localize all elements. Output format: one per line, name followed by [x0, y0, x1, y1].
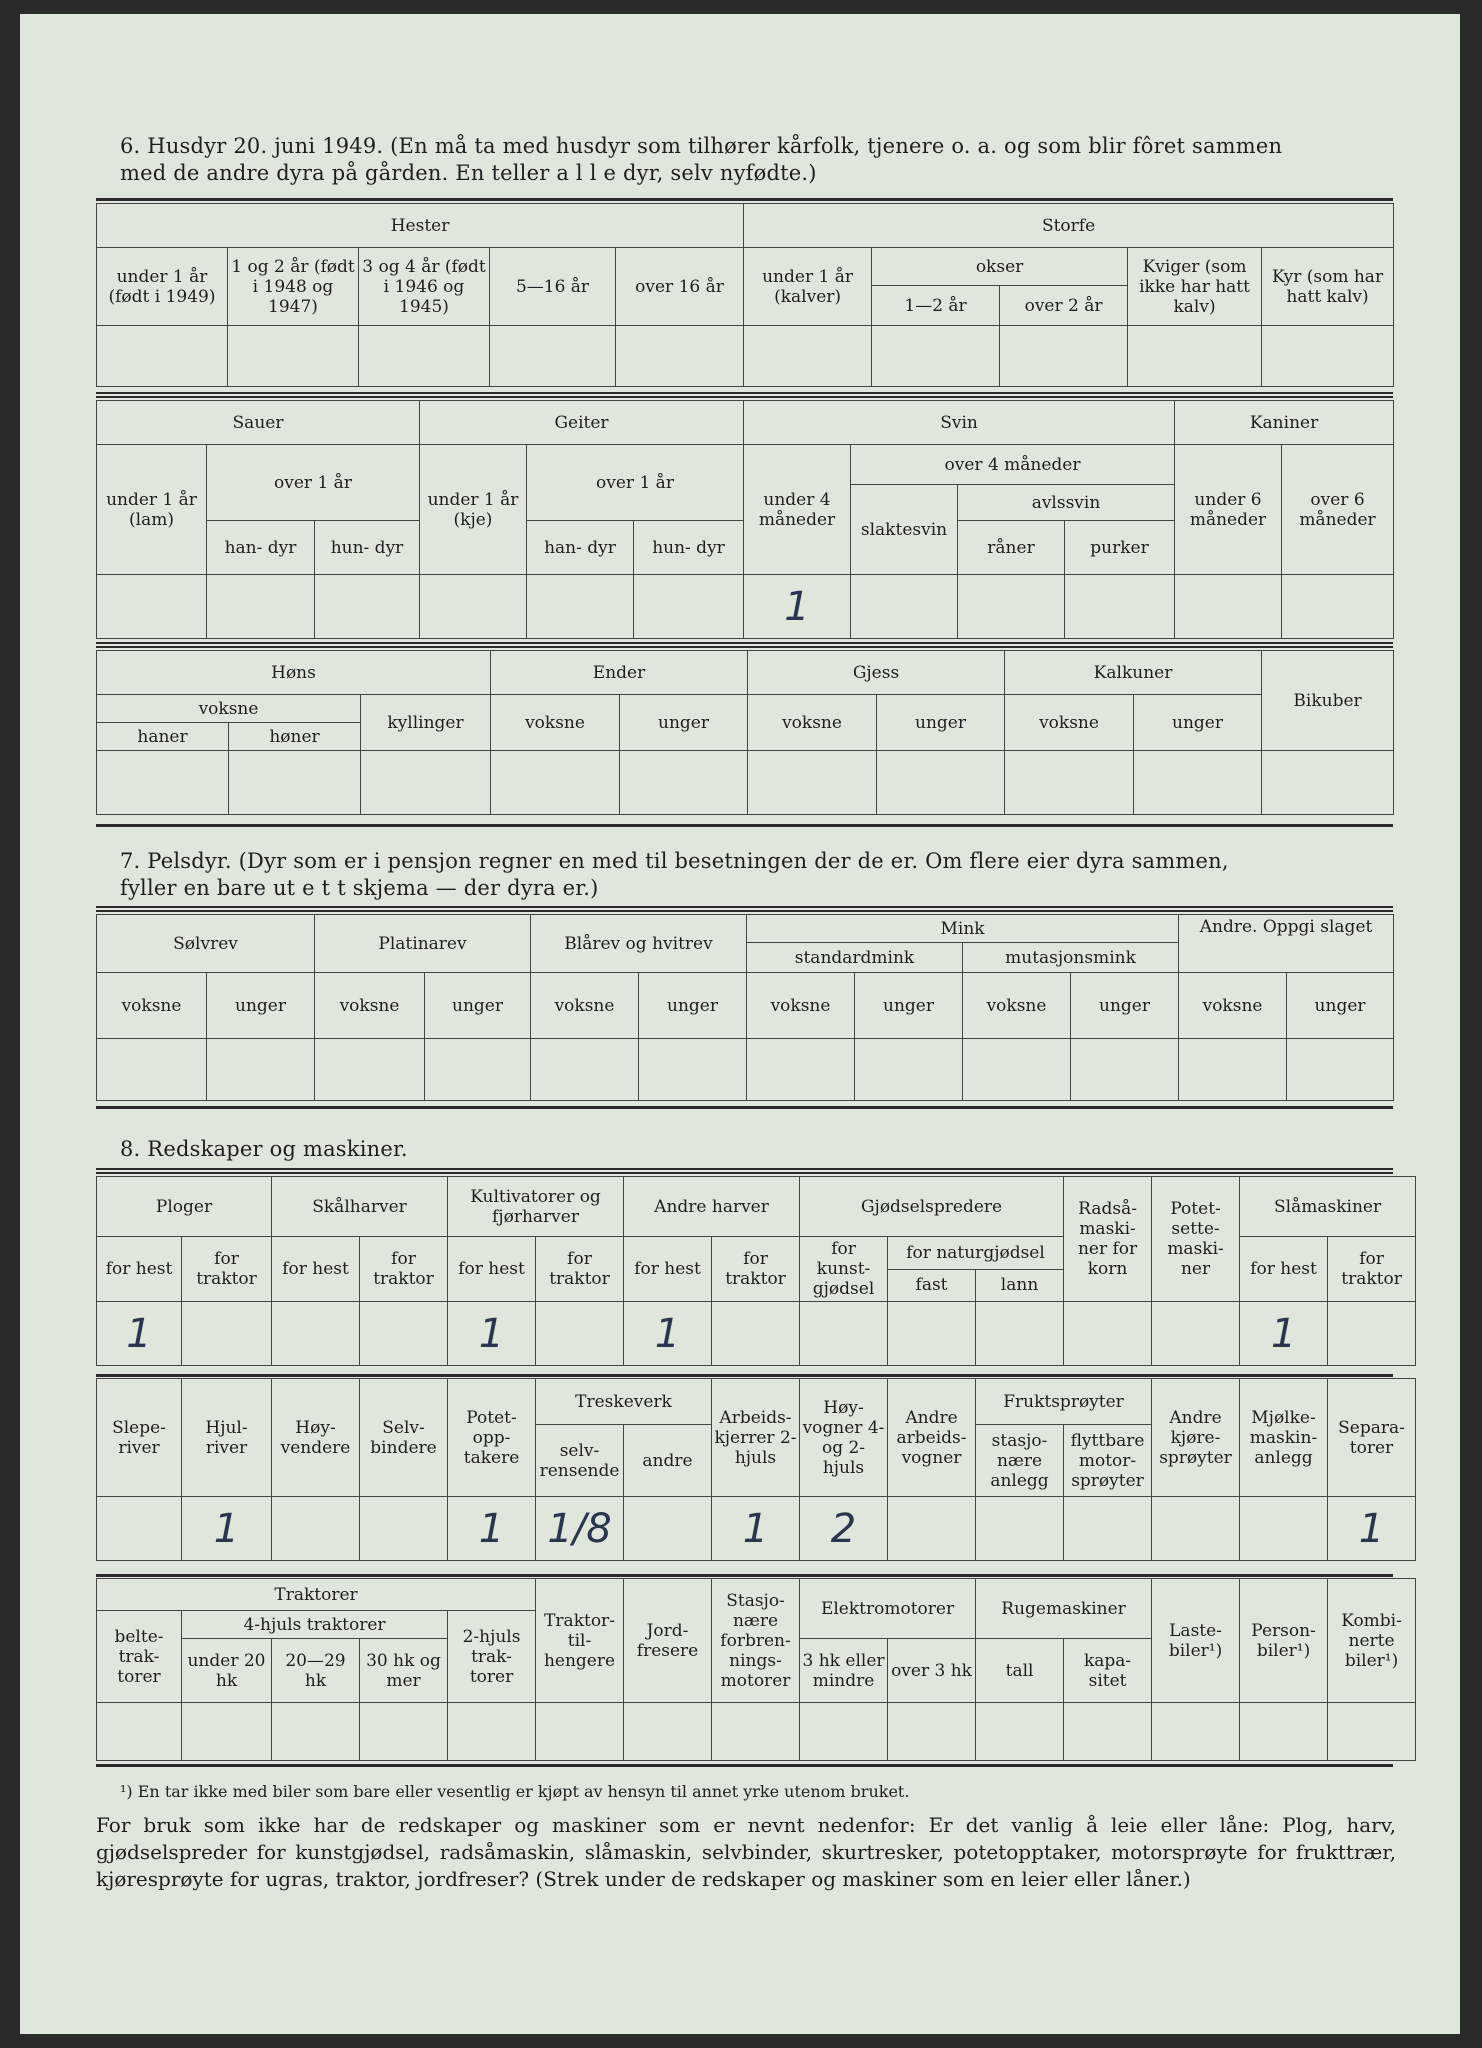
rule — [96, 392, 1393, 398]
solvrev-header: Sølvrev — [97, 915, 315, 973]
entry-cell[interactable] — [1262, 326, 1394, 387]
traktortilhengere: Traktor- til- hengere — [536, 1579, 624, 1703]
svin-over4mnd: over 4 måneder — [851, 445, 1175, 485]
sauer-over1: over 1 år — [207, 445, 420, 521]
entry-cell[interactable] — [97, 575, 207, 639]
hester-5-16: 5—16 år — [490, 248, 616, 326]
fruktsproyter-stasjonaere: stasjo- nære anlegg — [976, 1425, 1064, 1497]
kultivatorer-hest: for hest — [448, 1237, 536, 1302]
entry-cell[interactable] — [360, 1302, 448, 1366]
entry-cell[interactable] — [958, 575, 1065, 639]
entry-cell[interactable] — [624, 1703, 712, 1761]
entry-cell[interactable] — [976, 1703, 1064, 1761]
mutasjonsmink: mutasjonsmink — [963, 943, 1179, 973]
entry-cell[interactable] — [229, 751, 361, 815]
ploger-header: Ploger — [97, 1177, 272, 1237]
standardmink-unger: unger — [855, 973, 963, 1039]
slepeariver: Slepe- river — [97, 1379, 182, 1497]
entry-cell[interactable] — [1240, 1302, 1328, 1366]
entry-cell[interactable] — [425, 1039, 531, 1101]
entry-cell[interactable] — [976, 1302, 1064, 1366]
svin-purker: purker — [1065, 521, 1175, 575]
kalkuner-unger: unger — [1134, 695, 1262, 751]
andre-harver-traktor: for traktor — [712, 1237, 800, 1302]
handwritten-hoyvogner: 2 — [830, 1505, 857, 1552]
fjorfe-table — [96, 650, 1394, 815]
sauer-under1: under 1 år (lam) — [97, 445, 207, 575]
entry-cell[interactable] — [1005, 751, 1134, 815]
geiter-handyr: han- dyr — [527, 521, 634, 575]
rule — [96, 824, 1393, 827]
entry-cell[interactable] — [1328, 1497, 1416, 1561]
entry-cell[interactable] — [1262, 751, 1394, 815]
entry-cell[interactable] — [531, 1039, 639, 1101]
handwritten-ploger-hest: 1 — [126, 1310, 152, 1357]
entry-cell[interactable] — [639, 1039, 747, 1101]
entry-cell[interactable] — [527, 575, 634, 639]
kaniner-header: Kaniner — [1175, 401, 1394, 445]
platinarev-unger: unger — [425, 973, 531, 1039]
entry-cell[interactable] — [182, 1497, 272, 1561]
handwritten-arbeidskjerrer: 1 — [742, 1505, 769, 1552]
andre-harver-header: Andre harver — [624, 1177, 800, 1237]
gjess-unger: unger — [877, 695, 1005, 751]
sauer-handyr: han- dyr — [207, 521, 315, 575]
entry-cell[interactable] — [1328, 1703, 1416, 1761]
gjodselspredere-header: Gjødselspredere — [800, 1177, 1064, 1237]
avlssvin: avlssvin — [958, 485, 1175, 521]
potetsettemaskiner: Potet- sette- maski- ner — [1152, 1177, 1240, 1302]
svin-under4mnd: under 4 måneder — [744, 445, 851, 575]
entry-cell[interactable] — [1175, 575, 1282, 639]
geiter-over1: over 1 år — [527, 445, 744, 521]
hons-honer: høner — [229, 723, 361, 751]
andre-pelsdyr-header: Andre. Oppgi slaget — [1179, 915, 1394, 973]
traktorer-header: Traktorer — [97, 1579, 536, 1611]
fruktsproyter-header: Fruktsprøyter — [976, 1379, 1152, 1425]
entry-cell[interactable] — [360, 1703, 448, 1761]
gjess-header: Gjess — [748, 651, 1005, 695]
entry-cell[interactable] — [1328, 1302, 1416, 1366]
entry-cell[interactable] — [634, 575, 744, 639]
skalharver-header: Skålharver — [272, 1177, 448, 1237]
entry-cell[interactable] — [97, 1039, 207, 1101]
selvbindere: Selv- bindere — [360, 1379, 448, 1497]
potetopptakere: Potet- opp- takere — [448, 1379, 536, 1497]
treskeverk-header: Treskeverk — [536, 1379, 712, 1425]
entry-cell[interactable] — [624, 1302, 712, 1366]
entry-cell[interactable] — [272, 1497, 360, 1561]
redskaper-table-2 — [96, 1378, 1416, 1561]
rule — [96, 198, 1393, 201]
platinarev-header: Platinarev — [315, 915, 531, 973]
okser-1-2: 1—2 år — [872, 286, 1000, 326]
blarev-header: Blårev og hvitrev — [531, 915, 747, 973]
platinarev-voksne: voksne — [315, 973, 425, 1039]
hester-1og2: 1 og 2 år (født i 1948 og 1947) — [228, 248, 359, 326]
bikuber-header: Bikuber — [1262, 651, 1394, 751]
stasjonaere-motorer: Stasjo- nære forbren- nings- motorer — [712, 1579, 800, 1703]
rugemaskiner-kapasitet: kapa- sitet — [1064, 1639, 1152, 1703]
rule — [96, 1106, 1393, 1109]
rule — [96, 1764, 1393, 1767]
rugemaskiner-header: Rugemaskiner — [976, 1579, 1152, 1639]
sauer-geiter-svin-table — [96, 400, 1394, 639]
entry-cell[interactable] — [536, 1302, 624, 1366]
entry-cell[interactable] — [1065, 575, 1175, 639]
entry-cell[interactable] — [360, 1497, 448, 1561]
solvrev-voksne: voksne — [97, 973, 207, 1039]
rule — [96, 1168, 1393, 1174]
ender-unger: unger — [620, 695, 748, 751]
svin-raner: råner — [958, 521, 1065, 575]
entry-cell[interactable] — [1064, 1703, 1152, 1761]
entry-cell[interactable] — [744, 326, 872, 387]
entry-cell[interactable] — [272, 1703, 360, 1761]
entry-cell[interactable] — [744, 575, 851, 639]
storfe-header: Storfe — [744, 204, 1394, 248]
okser-header: okser — [872, 248, 1128, 286]
entry-cell[interactable] — [97, 751, 229, 815]
entry-cell[interactable] — [888, 1703, 976, 1761]
rugemaskiner-tall: tall — [976, 1639, 1064, 1703]
entry-cell[interactable] — [182, 1302, 272, 1366]
entry-cell[interactable] — [536, 1703, 624, 1761]
entry-cell[interactable] — [272, 1302, 360, 1366]
entry-cell[interactable] — [361, 751, 491, 815]
kyr: Kyr (som har hatt kalv) — [1262, 248, 1394, 326]
for-naturgjodsel: for naturgjødsel — [888, 1237, 1064, 1270]
redskaper-table-1 — [96, 1176, 1416, 1366]
entry-cell[interactable] — [712, 1302, 800, 1366]
kalkuner-voksne: voksne — [1005, 695, 1134, 751]
entry-cell[interactable] — [1152, 1497, 1240, 1561]
kombinerte-biler: Kombi- nerte biler¹) — [1328, 1579, 1416, 1703]
rule — [96, 1574, 1393, 1577]
handwritten-andre-harver-hest: 1 — [654, 1310, 681, 1357]
section8-title: 8. Redskaper og maskiner. — [120, 1137, 408, 1161]
entry-cell[interactable] — [1064, 1497, 1152, 1561]
section7-title-line2: fyller en bare ut e t t skjema — der dyra er.) — [120, 876, 599, 900]
blarev-voksne: voksne — [531, 973, 639, 1039]
entry-cell[interactable] — [448, 1703, 536, 1761]
okser-over2: over 2 år — [1000, 286, 1128, 326]
mutasjonsmink-unger: unger — [1071, 973, 1179, 1039]
entry-cell[interactable] — [228, 326, 359, 387]
handwritten-slamaskiner-hest: 1 — [1270, 1310, 1297, 1357]
section6-title-line2: med de andre dyra på gården. En teller a l l e dyr, selv nyfødte.) — [120, 161, 817, 185]
entry-cell[interactable] — [359, 326, 490, 387]
entry-cell[interactable] — [207, 575, 315, 639]
entry-cell[interactable] — [872, 326, 1000, 387]
jordfresere: Jord- fresere — [624, 1579, 712, 1703]
entry-cell[interactable] — [97, 326, 228, 387]
mutasjonsmink-voksne: voksne — [963, 973, 1071, 1039]
kultivatorer-traktor: for traktor — [536, 1237, 624, 1302]
entry-cell[interactable] — [620, 751, 748, 815]
kviger: Kviger (som ikke har hatt kalv) — [1128, 248, 1262, 326]
elektromotor-over3: over 3 hk — [888, 1639, 976, 1703]
for-kunstgjodsel: for kunst- gjødsel — [800, 1237, 888, 1302]
svin-header: Svin — [744, 401, 1175, 445]
hester-3og4: 3 og 4 år (født i 1946 og 1945) — [359, 248, 490, 326]
elektromotorer-header: Elektromotorer — [800, 1579, 976, 1639]
traktor-20-29: 20—29 hk — [272, 1639, 360, 1703]
entry-cell[interactable] — [536, 1497, 624, 1561]
firehjuls-traktorer: 4-hjuls traktorer — [182, 1611, 448, 1639]
hester-over16: over 16 år — [616, 248, 744, 326]
entry-cell[interactable] — [1152, 1703, 1240, 1761]
entry-cell[interactable] — [1152, 1302, 1240, 1366]
entry-cell[interactable] — [97, 1703, 182, 1761]
entry-cell[interactable] — [800, 1497, 888, 1561]
slamaskiner-hest: for hest — [1240, 1237, 1328, 1302]
hester-header: Hester — [97, 204, 744, 248]
radsamaskiner: Radså- maski- ner for korn — [1064, 1177, 1152, 1302]
skalharver-hest: for hest — [272, 1237, 360, 1302]
geiter-under1: under 1 år (kje) — [420, 445, 527, 575]
handwritten-svin-under4: 1 — [784, 583, 810, 630]
lastebiler: Laste- biler¹) — [1152, 1579, 1240, 1703]
personbiler: Person- biler¹) — [1240, 1579, 1328, 1703]
entry-cell[interactable] — [851, 575, 958, 639]
sauer-hundyr: hun- dyr — [315, 521, 420, 575]
traktor-under20: under 20 hk — [182, 1639, 272, 1703]
storfe-under1: under 1 år (kalver) — [744, 248, 872, 326]
entry-cell[interactable] — [712, 1703, 800, 1761]
entry-cell[interactable] — [712, 1497, 800, 1561]
andre-arbeidsvogner: Andre arbeids- vogner — [888, 1379, 976, 1497]
solvrev-unger: unger — [207, 973, 315, 1039]
entry-cell[interactable] — [491, 751, 620, 815]
handwritten-treskeverk: 1/8 — [547, 1505, 612, 1552]
hoyvogner: Høy- vogner 4- og 2- hjuls — [800, 1379, 888, 1497]
entry-cell[interactable] — [1071, 1039, 1179, 1101]
ender-voksne: voksne — [491, 695, 620, 751]
rule — [96, 642, 1393, 648]
entry-cell[interactable] — [182, 1703, 272, 1761]
entry-cell[interactable] — [315, 1039, 425, 1101]
hester-under1: under 1 år (født i 1949) — [97, 248, 228, 326]
kaniner-over6: over 6 måneder — [1282, 445, 1394, 575]
treskeverk-andre: andre — [624, 1425, 712, 1497]
entry-cell[interactable] — [748, 751, 877, 815]
andre-voksne: voksne — [1179, 973, 1287, 1039]
entry-cell[interactable] — [490, 326, 616, 387]
entry-cell[interactable] — [97, 1497, 182, 1561]
hjulriver: Hjul- river — [182, 1379, 272, 1497]
skalharver-traktor: for traktor — [360, 1237, 448, 1302]
standardmink-voksne: voksne — [747, 973, 855, 1039]
entry-cell[interactable] — [1179, 1039, 1287, 1101]
entry-cell[interactable] — [1287, 1039, 1394, 1101]
beltetraktorer: belte- trak- torer — [97, 1611, 182, 1703]
entry-cell[interactable] — [448, 1302, 536, 1366]
entry-cell[interactable] — [855, 1039, 963, 1101]
entry-cell[interactable] — [624, 1497, 712, 1561]
kultivatorer-header: Kultivatorer og fjørharver — [448, 1177, 624, 1237]
entry-cell[interactable] — [976, 1497, 1064, 1561]
slaktesvin: slaktesvin — [851, 485, 958, 575]
mink-header: Mink — [747, 915, 1179, 943]
section7-title-line1: 7. Pelsdyr. (Dyr som er i pensjon regner en med til besetningen der de er. Om flere eier dyra sammen, — [120, 849, 1229, 873]
sauer-header: Sauer — [97, 401, 420, 445]
entry-cell[interactable] — [800, 1703, 888, 1761]
footnote: ¹) En tar ikke med biler som bare eller vesentlig er kjøpt av hensyn til annet yrke utenom bruket. — [120, 1782, 910, 1801]
entry-cell[interactable] — [877, 751, 1005, 815]
hons-kyllinger: kyllinger — [361, 695, 491, 751]
hons-voksne: voksne — [97, 695, 361, 723]
rule — [96, 906, 1393, 912]
gjess-voksne: voksne — [748, 695, 877, 751]
slamaskiner-traktor: for traktor — [1328, 1237, 1416, 1302]
entry-cell[interactable] — [1240, 1497, 1328, 1561]
entry-cell[interactable] — [97, 1302, 182, 1366]
entry-cell[interactable] — [1128, 326, 1262, 387]
ender-header: Ender — [491, 651, 748, 695]
entry-cell[interactable] — [315, 575, 420, 639]
kaniner-under6: under 6 måneder — [1175, 445, 1282, 575]
hons-haner: haner — [97, 723, 229, 751]
entry-cell[interactable] — [1282, 575, 1394, 639]
traktor-30-mer: 30 hk og mer — [360, 1639, 448, 1703]
naturgjodsel-lann: lann — [976, 1269, 1064, 1302]
handwritten-kultivatorer-hest: 1 — [478, 1310, 505, 1357]
geiter-header: Geiter — [420, 401, 744, 445]
entry-cell[interactable] — [420, 575, 527, 639]
treskeverk-selvrensende: selv- rensende — [536, 1425, 624, 1497]
entry-cell[interactable] — [800, 1302, 888, 1366]
naturgjodsel-fast: fast — [888, 1269, 976, 1302]
handwritten-potetopptakere: 1 — [478, 1505, 505, 1552]
geiter-hundyr: hun- dyr — [634, 521, 744, 575]
entry-cell[interactable] — [1064, 1302, 1152, 1366]
andre-unger: unger — [1287, 973, 1394, 1039]
handwritten-separatorer: 1 — [1358, 1505, 1385, 1552]
andre-harver-hest: for hest — [624, 1237, 712, 1302]
ploger-traktor: for traktor — [182, 1237, 272, 1302]
elektromotor-3hk: 3 hk eller mindre — [800, 1639, 888, 1703]
entry-cell[interactable] — [207, 1039, 315, 1101]
tohjuls-traktorer: 2-hjuls trak- torer — [448, 1611, 536, 1703]
arbeidskjerrer: Arbeids- kjerrer 2-hjuls — [712, 1379, 800, 1497]
handwritten-hjulriver: 1 — [213, 1505, 240, 1552]
entry-cell[interactable] — [747, 1039, 855, 1101]
mjolkemaskinanlegg: Mjølke- maskin- anlegg — [1240, 1379, 1328, 1497]
pelsdyr-table — [96, 914, 1394, 1101]
entry-cell[interactable] — [1000, 326, 1128, 387]
closing-paragraph: For bruk som ikke har de redskaper og maskiner som er nevnt nedenfor: Er det vanlig å leie eller låne: Plog, harv, gjødselspreder for kunstgjødsel, radsåmaskin, slåmaskin, selvbinder, skurtresker, potetopptaker, motorsprøyte for frukttrær, kjøresprøyte for ugras, traktor, jordfreser? (Strek under de redskaper og maskiner som en leier eller låner.) — [96, 1813, 1396, 1891]
entry-cell[interactable] — [616, 326, 744, 387]
andre-kjoresproyter: Andre kjøre- sprøyter — [1152, 1379, 1240, 1497]
entry-cell[interactable] — [888, 1497, 976, 1561]
separatorer: Separa- torer — [1328, 1379, 1416, 1497]
entry-cell[interactable] — [448, 1497, 536, 1561]
slamaskiner-header: Slåmaskiner — [1240, 1177, 1416, 1237]
kalkuner-header: Kalkuner — [1005, 651, 1262, 695]
hons-header: Høns — [97, 651, 491, 695]
entry-cell[interactable] — [888, 1302, 976, 1366]
standardmink: standardmink — [747, 943, 963, 973]
entry-cell[interactable] — [1240, 1703, 1328, 1761]
rule — [96, 1374, 1393, 1377]
blarev-unger: unger — [639, 973, 747, 1039]
entry-cell[interactable] — [963, 1039, 1071, 1101]
traktorer-table — [96, 1578, 1416, 1761]
entry-cell[interactable] — [1134, 751, 1262, 815]
ploger-hest: for hest — [97, 1237, 182, 1302]
hester-storfe-table — [96, 203, 1394, 387]
section6-title-line1: 6. Husdyr 20. juni 1949. (En må ta med husdyr som tilhører kårfolk, tjenere o. a. og som blir fôret sammen — [120, 134, 1283, 158]
fruktsproyter-flyttbare: flyttbare motor- sprøyter — [1064, 1425, 1152, 1497]
hoyvendere: Høy- vendere — [272, 1379, 360, 1497]
